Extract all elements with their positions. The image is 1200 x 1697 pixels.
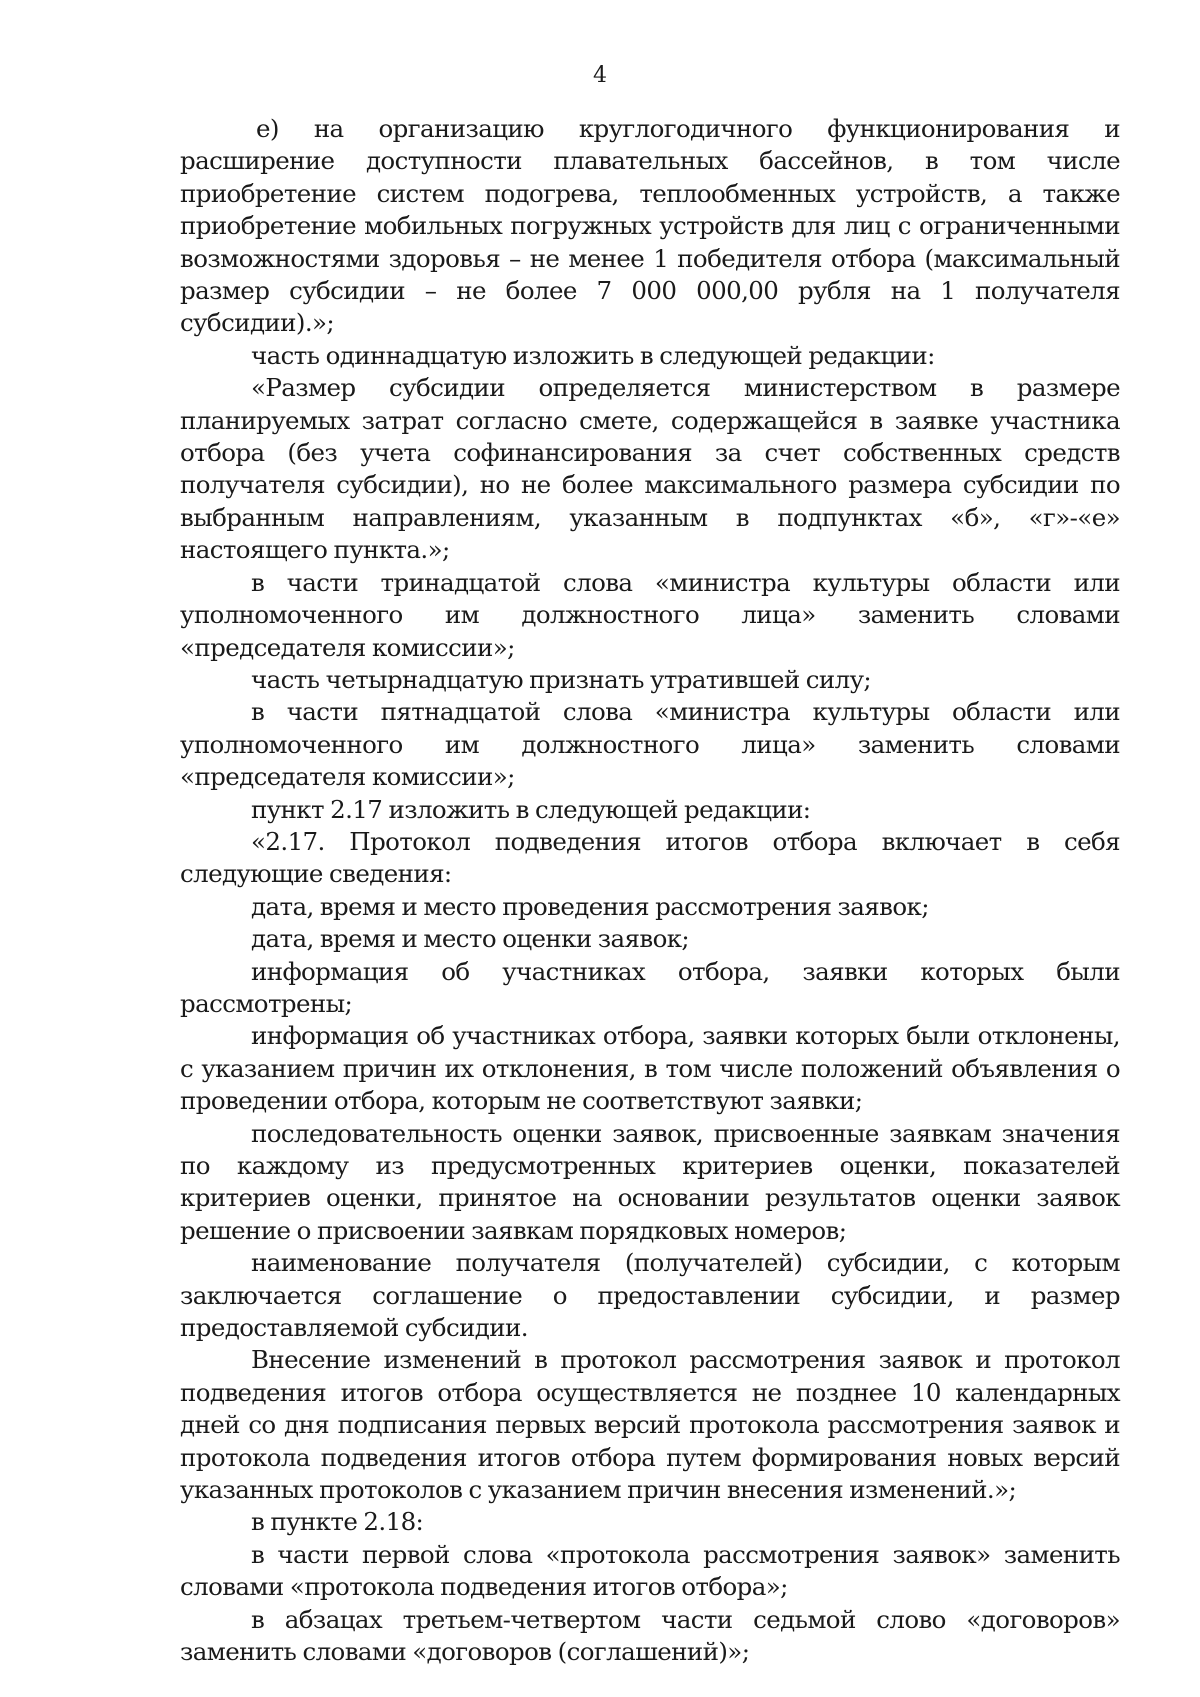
- paragraph-list-recipient: наименование получателя (получателей) субсидии, с которым заключается соглашение о предоставлении субсидии, и размер предоставляемой субсидии.: [180, 1248, 1120, 1343]
- paragraph-part-thirteen: в части тринадцатой слова «министра культуры области или уполномоченного им должностного лица» заменить словами «председателя комиссии»;: [180, 567, 1120, 662]
- paragraph-part-eleven-intro: часть одиннадцатую изложить в следующей редакции:: [251, 340, 935, 370]
- paragraph-list-date-review: дата, время и место проведения рассмотрения заявок;: [251, 891, 929, 921]
- paragraph-point-2-18: в пункте 2.18:: [251, 1507, 424, 1537]
- paragraph-list-reviewed: информация об участниках отбора, заявки которых были рассмотрены;: [180, 956, 1120, 1018]
- page-number: 4: [593, 63, 607, 88]
- paragraph-part-fourteen: часть четырнадцатую признать утратившей силу;: [251, 664, 872, 694]
- paragraph-part-one: в части первой слова «протокола рассмотрения заявок» заменить словами «протокола подведения итогов отбора»;: [180, 1539, 1120, 1602]
- paragraph-item-e: е) на организацию круглогодичного функционирования и расширение доступности плавательных бассейнов, в том числе приобретение систем подогрева, теплообменных устройств, а также приобретение мобильных погружных устройств для лиц с ограниченными возможностями здоровья – не менее 1 победителя отбора (максимальный размер субсидии – не более 7 000 000,00 рубля на 1 получателя субсидии).»;: [180, 114, 1120, 338]
- paragraph-list-rejected: информация об участниках отбора, заявки которых были отклонены, с указанием причин их отклонения, в том числе положений объявления о проведении отбора, которым не соответствуют заявки;: [180, 1021, 1120, 1116]
- paragraph-list-sequence: последовательность оценки заявок, присвоенные заявкам значения по каждому из предусмотренных критериев оценки, показателей критериев оценки, принятое на основании результатов оценки заявок решение о присвоении заявкам порядковых номеров;: [180, 1118, 1120, 1245]
- paragraph-point-2-17: «2.17. Протокол подведения итогов отбора включает в себя следующие сведения:: [180, 826, 1120, 889]
- paragraph-part-seven: в абзацах третьем-четвертом части седьмой слово «договоров» заменить словами «договоров (соглашений)»;: [180, 1604, 1120, 1667]
- document-body: [180, 113, 1120, 1669]
- paragraph-subsidy-size: «Размер субсидии определяется министерством в размере планируемых затрат согласно смете, содержащейся в заявке участника отбора (без учета софинансирования за счет собственных средств получателя субсидии), но не более максимального размера субсидии по выбранным направлениям, указанным в подпунктах «б», «г»-«е» настоящего пункта.»;: [180, 373, 1120, 565]
- paragraph-part-fifteen: в части пятнадцатой слова «министра культуры области или уполномоченного им должностного лица» заменить словами «председателя комиссии»;: [180, 697, 1120, 792]
- paragraph-protocol-changes: Внесение изменений в протокол рассмотрения заявок и протокол подведения итогов отбора осуществляется не позднее 10 календарных дней со дня подписания первых версий протокола рассмотрения заявок и протокола подведения итогов отбора путем формирования новых версий указанных протоколов с указанием причин внесения изменений.»;: [180, 1345, 1120, 1505]
- paragraph-list-date-evaluation: дата, время и место оценки заявок;: [251, 924, 690, 954]
- paragraph-point-2-17-intro: пункт 2.17 изложить в следующей редакции:: [251, 794, 811, 824]
